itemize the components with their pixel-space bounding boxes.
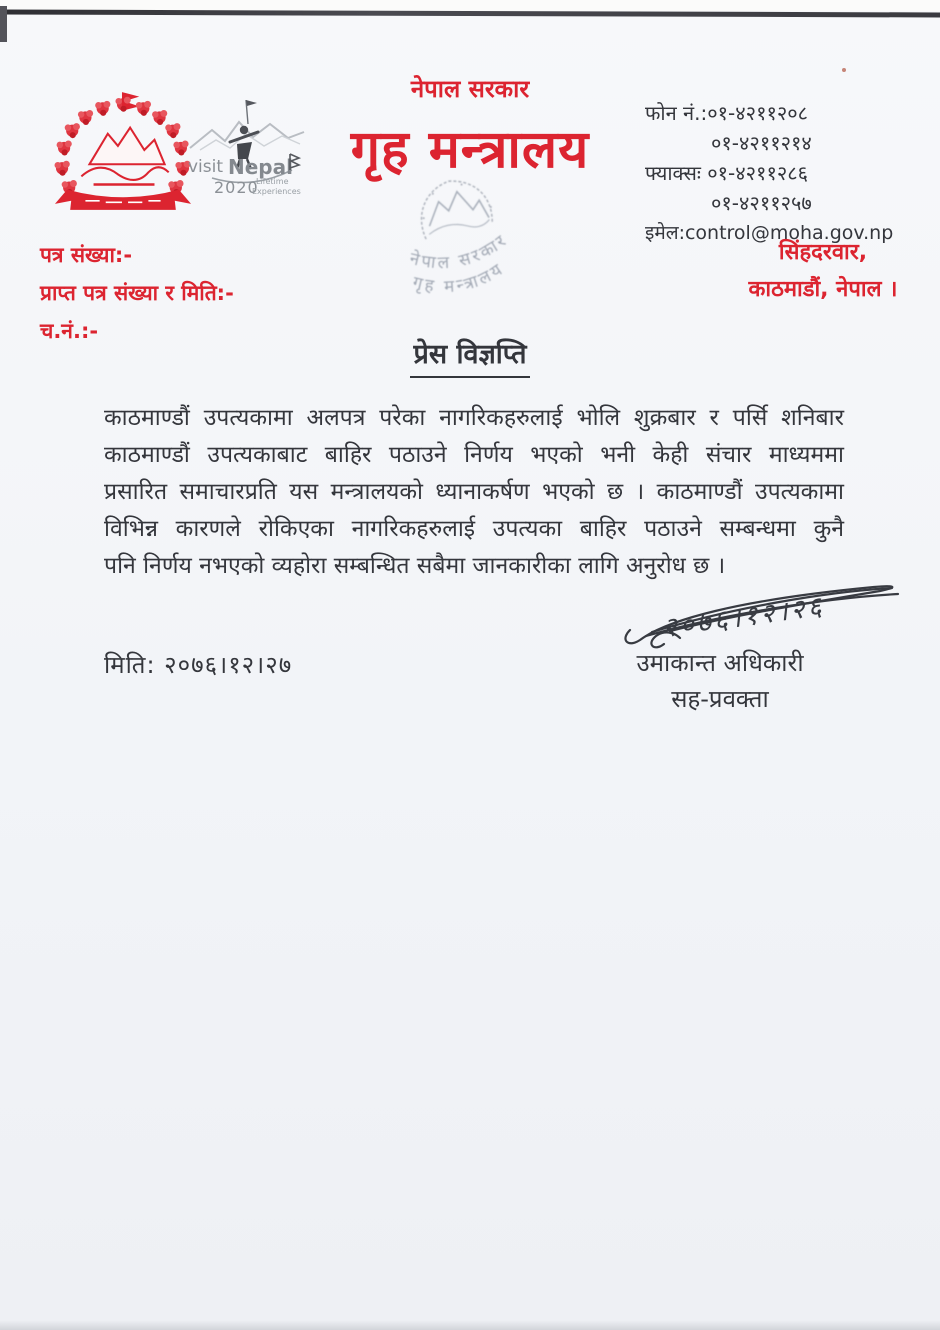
visit-nepal-word-nepal: Nepal — [228, 155, 293, 179]
fax-line-1: फ्याक्सः ०१-४२११२८६ — [645, 161, 809, 185]
ministry-ink-stamp — [365, 141, 554, 329]
government-name: नेपाल सरकार — [410, 75, 530, 103]
scan-bottom-shadow — [0, 1320, 940, 1330]
handwritten-date: २०७६।१२।२६ — [660, 590, 827, 645]
body-line: प्रसारित समाचारप्रति यस मन्त्रालयको ध्यानाकर्षण भएको छ । काठमाण्डौं उपत्यकामा — [104, 479, 844, 505]
signatory-designation: सह-प्रवक्ता — [671, 685, 769, 713]
phone-line-2: ०१-४२११२१४ — [711, 131, 812, 155]
letter-date: मिति: २०७६।१२।२७ — [104, 651, 293, 679]
scan-corner-artifact — [0, 6, 7, 42]
reference-block — [40, 236, 234, 350]
stamp-text-government: नेपाल सरकार — [407, 229, 513, 274]
address-line-1: सिंहदरवार, — [778, 240, 868, 265]
body-line: काठमाण्डौं उपत्यकाबाट बाहिर पठाउने निर्णय भएको भनी केही संचार माध्यममा — [104, 442, 844, 468]
visit-nepal-tagline-2: Experiences — [252, 187, 301, 196]
visit-nepal-2020-logo-icon — [186, 92, 308, 210]
address-line-2: काठमाडौं, नेपाल । — [748, 277, 898, 302]
nepal-government-emblem-icon — [46, 86, 200, 216]
signatory-name: उमाकान्त अधिकारी — [636, 649, 804, 677]
body-line: पनि निर्णय नभएको व्यहोरा सम्बन्धित सबैमा जानकारीका लागि अनुरोध छ । — [104, 553, 726, 579]
visit-nepal-word-visit: visit — [188, 157, 224, 177]
phone-line-1: फोन नं.:०१-४२११२०८ — [645, 101, 809, 125]
press-release-body — [104, 400, 844, 585]
ministry-name: गृह मन्त्रालय — [350, 120, 590, 180]
body-line: काठमाण्डौं उपत्यकामा अलपत्र परेका नागरिकहरुलाई भोलि शुक्रबार र पर्सि शनिबार — [104, 405, 844, 431]
stamp-text-ministry: गृह मन्त्रालय — [410, 258, 509, 298]
email-line: इमेल:control@moha.gov.np — [645, 222, 894, 244]
contact-block — [645, 98, 895, 248]
press-release-title: प्रेस विज्ञप्ति — [410, 334, 529, 378]
letter-number-label: पत्र संख्या:- — [40, 243, 133, 267]
fax-line-2: ०१-४२११२५७ — [711, 191, 812, 215]
visit-nepal-year: 2020 — [214, 178, 259, 197]
received-letter-label: प्राप्त पत्र संख्या र मिति:- — [40, 281, 234, 305]
visit-nepal-tagline-1: Lifetime — [256, 177, 289, 186]
title-row — [0, 334, 940, 378]
body-line: विभिन्न कारणले रोकिएका नागरिकहरुलाई उपत्यका बाहिर पठाउने सम्बन्धमा कुनै — [104, 516, 844, 542]
office-address — [718, 234, 928, 308]
ref-number-label: च.नं.:- — [40, 319, 99, 343]
